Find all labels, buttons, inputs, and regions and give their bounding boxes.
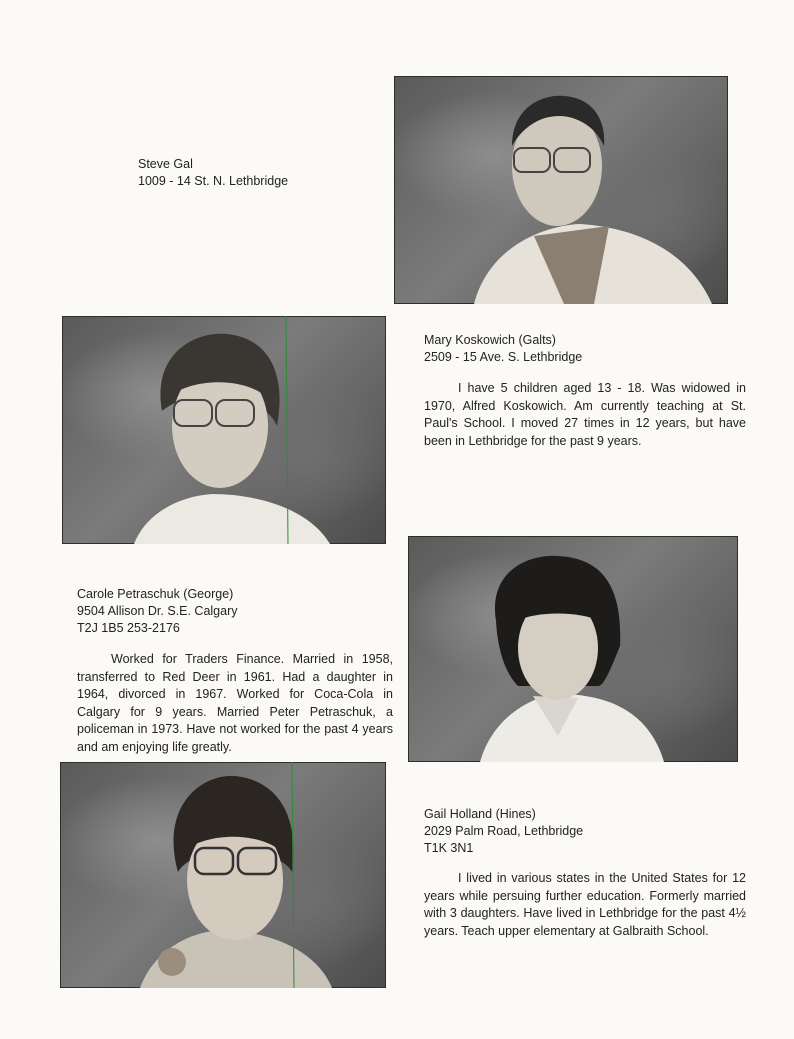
person-address-line: 2029 Palm Road, Lethbridge bbox=[424, 824, 584, 838]
portrait-carole-petraschuk bbox=[60, 762, 386, 988]
person-address-line: 2509 - 15 Ave. S. Lethbridge bbox=[424, 350, 583, 364]
person-address-line: 9504 Allison Dr. S.E. Calgary bbox=[77, 604, 238, 618]
portrait-mary-koskowich bbox=[62, 316, 386, 544]
person-address-line: T1K 3N1 bbox=[424, 841, 474, 855]
entry-gail-holland bbox=[424, 806, 583, 857]
person-name: Steve Gal bbox=[138, 157, 193, 171]
portrait-gail-holland bbox=[408, 536, 738, 762]
entry-steve-gal bbox=[138, 156, 288, 190]
portrait-steve-gal bbox=[394, 76, 728, 304]
person-bio: I have 5 children aged 13 - 18. Was widowed in 1970, Alfred Koskowich. Am currently teaching at St. Paul's School. I moved 27 times in 12 years, but have been in Lethbridge for the past 9 years. bbox=[424, 381, 746, 448]
person-name: Carole Petraschuk (George) bbox=[77, 587, 234, 601]
person-name: Gail Holland (Hines) bbox=[424, 807, 536, 821]
person-address-line: T2J 1B5 253-2176 bbox=[77, 621, 180, 635]
entry-carole-petraschuk bbox=[77, 586, 238, 637]
person-name: Mary Koskowich (Galts) bbox=[424, 333, 556, 347]
person-bio: Worked for Traders Finance. Married in 1958, transferred to Red Deer in 1961. Had a daughter in 1964, divorced in 1967. Worked for Coca-Cola in Calgary for 9 years. Married Peter Petraschuk, a policeman in 1973. Have not worked for the past 4 years and am enjoying life greatly. bbox=[77, 652, 393, 754]
person-address-line: 1009 - 14 St. N. Lethbridge bbox=[138, 174, 289, 188]
person-bio: I lived in various states in the United States for 12 years while persuing further education. Formerly married with 3 daughters. Have lived in Lethbridge for the past 4½ years. Teach upper elementary at Galbraith School. bbox=[424, 871, 746, 938]
entry-mary-koskowich bbox=[424, 332, 582, 366]
